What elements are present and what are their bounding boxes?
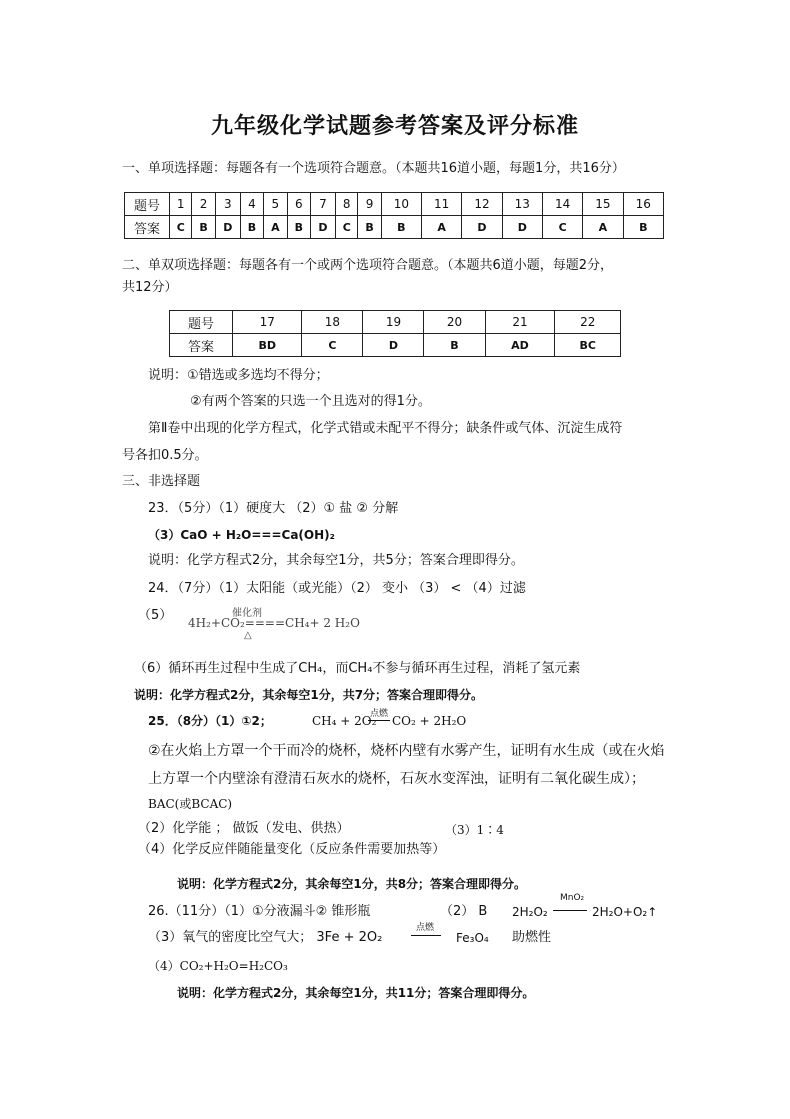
q24-line1: 24．（7分）（1）太阳能（或光能）（2） 变小 （3） < （4）过滤 xyxy=(148,581,526,596)
table-cell: D xyxy=(363,334,424,357)
row-label-answer: 答案 xyxy=(170,334,233,357)
row-label-number: 题号 xyxy=(125,193,170,216)
q25-line5a: （2）化学能 ； 做饭（发电、供热） xyxy=(138,821,350,836)
row-label-number: 题号 xyxy=(170,311,233,334)
q24-line3: （6）循环再生过程中生成了CH₄，而CH₄不参与循环再生过程，消耗了氢元素 xyxy=(134,661,581,676)
table-cell: B xyxy=(192,216,215,239)
table-cell: B xyxy=(424,334,485,357)
table-cell: D xyxy=(215,216,240,239)
q25-eq-bar xyxy=(368,720,390,721)
q24-eq-heat: △ xyxy=(244,630,252,641)
table-cell: D xyxy=(310,216,335,239)
table-row xyxy=(170,334,621,357)
q25-line2: ②在火焰上方罩一个干而冷的烧杯，烧杯内壁有水雾产生，证明有水生成（或在火焰 xyxy=(148,743,665,759)
table-cell: BD xyxy=(233,334,302,357)
section1-heading: 一、单项选择题：每题各有一个选项符合题意。（本题共16道小题，每题1分，共16分） xyxy=(122,161,625,176)
row-label-answer: 答案 xyxy=(125,216,170,239)
table-cell: C xyxy=(170,216,192,239)
q26-line1a: 26.（11分）（1）①分液漏斗② 锥形瓶 xyxy=(148,904,371,919)
section2-table xyxy=(169,310,621,357)
table-row xyxy=(125,193,664,216)
table-cell: 5 xyxy=(264,193,288,216)
q26-eq-right: 2H₂O+O₂↑ xyxy=(592,905,658,919)
table-cell: 1 xyxy=(170,193,192,216)
q25-line5b: （3）1∶4 xyxy=(445,823,504,837)
note-3-line1: 第Ⅱ卷中出现的化学方程式，化学式错或未配平不得分；缺条件或气体、沉淀生成符 xyxy=(148,421,623,436)
q26-line2b: Fe₃O₄ xyxy=(456,931,489,945)
table-cell: 3 xyxy=(215,193,240,216)
table-cell: 12 xyxy=(462,193,502,216)
q25-eq-right: CO₂ + 2H₂O xyxy=(392,714,467,728)
q25-eq-left: CH₄ + 2O₂ xyxy=(312,714,377,728)
table-row xyxy=(125,216,664,239)
table-cell: BC xyxy=(555,334,621,357)
note-3-line2: 号各扣0.5分。 xyxy=(122,448,208,463)
q24-eq-condition: 催化剂 xyxy=(232,608,262,619)
section1-table xyxy=(124,192,664,239)
table-cell: C xyxy=(302,334,363,357)
table-cell: 6 xyxy=(287,193,310,216)
q24-part5: （5） xyxy=(138,608,173,623)
q26-note: 说明：化学方程式2分，其余每空1分，共11分；答案合理即得分。 xyxy=(177,986,535,1000)
table-cell: 8 xyxy=(336,193,358,216)
table-cell: C xyxy=(542,216,582,239)
table-cell: 18 xyxy=(302,311,363,334)
table-cell: 9 xyxy=(358,193,381,216)
q26-eq2-bar xyxy=(411,935,441,936)
table-cell: D xyxy=(462,216,502,239)
table-cell: B xyxy=(287,216,310,239)
q26-eq-catalyst: MnO₂ xyxy=(560,893,585,903)
table-cell: D xyxy=(502,216,542,239)
q26-eq2-condition: 点燃 xyxy=(416,923,435,933)
table-cell: 7 xyxy=(310,193,335,216)
table-cell: 15 xyxy=(583,193,623,216)
q25-line3: 上方罩一个内壁涂有澄清石灰水的烧杯，石灰水变浑浊，证明有二氧化碳生成）； xyxy=(148,771,645,787)
note-1: 说明：①错选或多选均不得分； xyxy=(148,368,329,383)
table-cell: 21 xyxy=(485,311,555,334)
table-cell: 10 xyxy=(381,193,421,216)
q26-line1b: （2） B xyxy=(440,904,488,919)
table-cell: 2 xyxy=(192,193,215,216)
q26-line3: （4）CO₂+H₂O=H₂CO₃ xyxy=(148,959,288,973)
q24-note: 说明：化学方程式2分，其余每空1分，共7分；答案合理即得分。 xyxy=(134,688,484,702)
section2-heading-line1: 二、单双项选择题：每题各有一个或两个选项符合题意。（本题共6道小题，每题2分， xyxy=(122,258,614,273)
q25-note: 说明：化学方程式2分，其余每空1分，共8分；答案合理即得分。 xyxy=(177,877,527,891)
q24-equation: 4H₂+CO₂====CH₄+ 2 H₂O xyxy=(188,616,360,630)
table-cell: B xyxy=(358,216,381,239)
q26-eq-bar xyxy=(553,910,587,911)
q26-line2a: （3）氧气的密度比空气大； 3Fe + 2O₂ xyxy=(148,930,383,945)
table-cell: 17 xyxy=(233,311,302,334)
q23-note: 说明：化学方程式2分，其余每空1分，共5分；答案合理即得分。 xyxy=(148,553,524,568)
note-2: ②有两个答案的只选一个且选对的得1分。 xyxy=(190,394,431,409)
section2-heading-line2: 共12分） xyxy=(122,280,178,295)
table-cell: 11 xyxy=(422,193,462,216)
table-cell: 14 xyxy=(542,193,582,216)
table-cell: 16 xyxy=(623,193,663,216)
table-cell: B xyxy=(381,216,421,239)
table-cell: 22 xyxy=(555,311,621,334)
q25-line1: 25．（8分）（1）①2； xyxy=(148,714,272,728)
table-cell: 19 xyxy=(363,311,424,334)
table-cell: A xyxy=(264,216,288,239)
table-cell: 13 xyxy=(502,193,542,216)
table-cell: B xyxy=(623,216,663,239)
page-title: 九年级化学试题参考答案及评分标准 xyxy=(210,114,579,139)
table-cell: C xyxy=(336,216,358,239)
table-cell: 20 xyxy=(424,311,485,334)
q26-line2c: 助燃性 xyxy=(512,930,552,945)
table-cell: A xyxy=(583,216,623,239)
table-cell: AD xyxy=(485,334,555,357)
q25-eq-condition: 点燃 xyxy=(370,709,389,719)
table-cell: B xyxy=(240,216,263,239)
table-row xyxy=(170,311,621,334)
section3-heading: 三、非选择题 xyxy=(122,474,201,489)
q23-line2: （3）CaO + H₂O===Ca(OH)₂ xyxy=(148,528,335,542)
table-cell: A xyxy=(422,216,462,239)
q26-eq-left: 2H₂O₂ xyxy=(512,905,548,919)
q23-line1: 23．（5分）（1）硬度大 （2）① 盐 ② 分解 xyxy=(148,501,399,516)
q25-line4: BAC(或BCAC) xyxy=(148,797,233,811)
table-cell: 4 xyxy=(240,193,263,216)
q25-line6: （4）化学反应伴随能量变化（反应条件需要加热等） xyxy=(138,842,446,857)
